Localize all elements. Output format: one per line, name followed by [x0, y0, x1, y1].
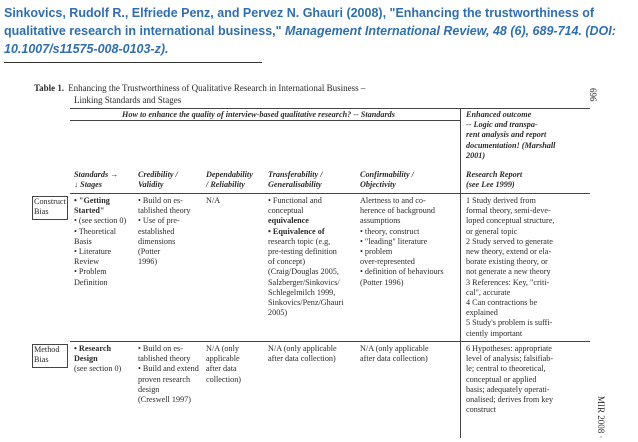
- cell-line: borate existing theory, or: [466, 257, 548, 267]
- cell-line: construct: [466, 405, 497, 415]
- cell-line: established: [138, 226, 175, 236]
- cell-line: 3 References: Key, "criti-: [466, 277, 550, 287]
- cell-line: Construct: [34, 197, 66, 206]
- header-dependability: [206, 170, 253, 190]
- cell-line: • Build and extend: [138, 364, 199, 374]
- cell-line: Design: [74, 354, 98, 364]
- cell-line: ↓ Stages: [74, 180, 102, 190]
- cell-line: 1996): [138, 257, 158, 267]
- cell-line: • Build on es-: [138, 344, 183, 353]
- cell-line: loped conceptual structure,: [466, 216, 555, 226]
- cell-line: • Functional and: [268, 196, 322, 205]
- cell-line: le; central to theoretical,: [466, 364, 546, 374]
- cell-line: • Theoretical: [74, 226, 117, 236]
- cell-line: basis; adequately operati-: [466, 384, 550, 394]
- table-title: [34, 82, 365, 94]
- cell-line: • Problem: [74, 267, 107, 277]
- row1-credibility: [138, 344, 199, 405]
- cell-line: 2 Study served to generate: [466, 236, 553, 246]
- cell-line: Dependability: [206, 170, 253, 179]
- cell-line: • theory, construct: [360, 226, 420, 236]
- cell-line: cal", accurate: [466, 287, 511, 297]
- cell-line: (Craig/Douglas 2005,: [268, 267, 339, 277]
- header-credibility: [138, 170, 178, 190]
- row1-report: [466, 344, 553, 415]
- scanned-table: [26, 78, 616, 440]
- cell-line: over-represented: [360, 257, 415, 267]
- cell-line: -- Logic and transpa-: [466, 120, 538, 130]
- cell-line: 5 Study's problem is suffi-: [466, 318, 553, 328]
- cell-line: • Equivalence of: [268, 226, 325, 236]
- cell-line: Alertness to and co-: [360, 196, 426, 205]
- row0-report: [466, 196, 554, 339]
- cell-line: Review: [74, 257, 100, 267]
- cell-line: N/A (only applicable: [268, 344, 337, 353]
- citation-journal: Management International Review, 48 (6), 689-714. (DOI: 10.1007/s11575-008-0103-z).: [4, 24, 616, 56]
- cell-line: after data: [206, 364, 237, 374]
- row0-stage: [74, 196, 126, 288]
- cell-line: dimensions: [138, 236, 176, 246]
- cell-line: 2005): [268, 308, 288, 318]
- row0-confirmability: [360, 196, 444, 288]
- cell-line: Standards →: [74, 170, 119, 179]
- table-label: Table 1.: [34, 83, 65, 93]
- header-rule: [70, 193, 590, 194]
- cell-line: Definition: [74, 277, 108, 287]
- cell-line: tablished theory: [138, 206, 191, 216]
- cell-line: • "leading" literature: [360, 236, 428, 246]
- report-column-rule: [460, 108, 461, 438]
- cell-line: (see Lee 1999): [466, 180, 515, 190]
- cell-line: assumptions: [360, 216, 401, 226]
- row1-transferability: [268, 344, 337, 364]
- row-label-method-bias: [34, 345, 59, 365]
- cell-line: (Creswell 1997): [138, 395, 191, 405]
- cell-line: research topic (e.g,: [268, 236, 331, 246]
- journal-footer: MIR 2008 ·: [596, 396, 606, 439]
- cell-line: documentation! (Marshall: [466, 140, 556, 150]
- row0-credibility: [138, 196, 191, 267]
- cell-line: formal theory, semi-deve-: [466, 206, 551, 216]
- cell-line: Generalisability: [268, 180, 322, 190]
- cell-line: conceptual: [268, 206, 304, 216]
- cell-line: 2001): [466, 150, 486, 160]
- cell-line: 1 Study derived from: [466, 196, 536, 205]
- cell-line: after data collection): [268, 354, 336, 364]
- cell-line: rent analysis and report: [466, 130, 547, 140]
- cell-line: N/A (only: [206, 344, 239, 353]
- cell-line: onalised; derives from key: [466, 395, 554, 405]
- cell-line: Salzberger/Sinkovics/: [268, 277, 340, 287]
- top-rule: [70, 108, 590, 109]
- cell-line: equivalence: [268, 216, 309, 226]
- cell-line: Objectivity: [360, 180, 396, 190]
- cell-line: N/A (only applicable: [360, 344, 429, 353]
- cell-line: not generate a new theory: [466, 267, 551, 277]
- cell-line: • problem: [360, 247, 393, 257]
- cell-line: • Literature: [74, 247, 112, 257]
- table-subtitle: Linking Standards and Stages: [74, 95, 182, 105]
- citation-underline: [4, 62, 262, 63]
- cell-line: applicable: [206, 354, 240, 364]
- cell-line: • definition of behaviours: [360, 267, 444, 277]
- row1-stage: [74, 344, 121, 375]
- table-title-text: Enhancing the Trustworthiness of Qualitative Research in International Business –: [68, 83, 366, 93]
- cell-line: herence of background: [360, 206, 436, 216]
- cell-line: • Use of pre-: [138, 216, 180, 226]
- cell-line: • Research: [74, 344, 112, 353]
- cell-line: / Reliability: [206, 180, 245, 190]
- cell-line: (Potter: [138, 247, 161, 257]
- row0-dependability: [206, 196, 220, 206]
- cell-line: proven research: [138, 374, 191, 384]
- enhanced-outcome: [466, 110, 555, 161]
- row0-transferability: [268, 196, 344, 318]
- cell-line: Schlegelmilch 1999,: [268, 287, 336, 297]
- cell-line: Research Report: [466, 170, 523, 179]
- cell-line: new theory, extend or ela-: [466, 247, 552, 257]
- cell-line: Bias: [34, 207, 49, 217]
- cell-line: ciently important: [466, 328, 523, 338]
- cell-line: N/A: [206, 196, 221, 205]
- header-report: [466, 170, 522, 190]
- cell-line: tablished theory: [138, 354, 191, 364]
- cell-line: pre-testing definition: [268, 247, 337, 257]
- cell-line: design: [138, 384, 160, 394]
- cell-line: Method: [34, 345, 60, 354]
- cell-line: • "Getting: [74, 196, 110, 205]
- cell-line: Transferability /: [268, 170, 323, 179]
- cell-line: after data collection): [360, 354, 428, 364]
- row-label-construct-bias: [34, 197, 66, 217]
- cell-line: level of analysis; falsifiab-: [466, 354, 554, 364]
- row1-confirmability: [360, 344, 429, 364]
- citation-text: Sinkovics, Rudolf R., Elfriede Penz, and Pervez N. Ghauri (2008), "Enhancing the trustworthiness of qualitative research in international business,": [4, 6, 595, 38]
- cell-line: conceptual or applied: [466, 374, 537, 384]
- page-number: 696: [588, 88, 598, 102]
- cell-line: Started": [74, 206, 105, 216]
- cell-line: (Potter 1996): [360, 277, 404, 287]
- cell-line: Confirmability /: [360, 170, 414, 179]
- header-stages: [74, 170, 118, 190]
- standards-question: How to enhance the quality of interview-based qualitative research? -- Standards: [122, 110, 395, 119]
- cell-line: Validity: [138, 180, 164, 190]
- citation: [4, 4, 632, 58]
- cell-line: collection): [206, 374, 242, 384]
- header-transferability: [268, 170, 323, 190]
- header-confirmability: [360, 170, 414, 190]
- cell-line: • Build on es-: [138, 196, 183, 205]
- cell-line: Credibility /: [138, 170, 178, 179]
- cell-line: explained: [466, 308, 498, 318]
- cell-line: 6 Hypotheses: appropriate: [466, 344, 552, 353]
- cell-line: Enhanced outcome: [466, 110, 532, 119]
- cell-line: of concept): [268, 257, 306, 267]
- cell-line: Bias: [34, 355, 49, 365]
- cell-line: (see section 0): [74, 364, 122, 374]
- cell-line: or general topic: [466, 226, 518, 236]
- cell-line: Sinkovics/Penz/Ghauri: [268, 298, 344, 308]
- row-divider: [70, 341, 590, 342]
- row1-dependability: [206, 344, 241, 385]
- cell-line: 4 Can contractions be: [466, 298, 538, 308]
- cell-line: • (see section 0): [74, 216, 127, 226]
- cell-line: Basis: [74, 236, 92, 246]
